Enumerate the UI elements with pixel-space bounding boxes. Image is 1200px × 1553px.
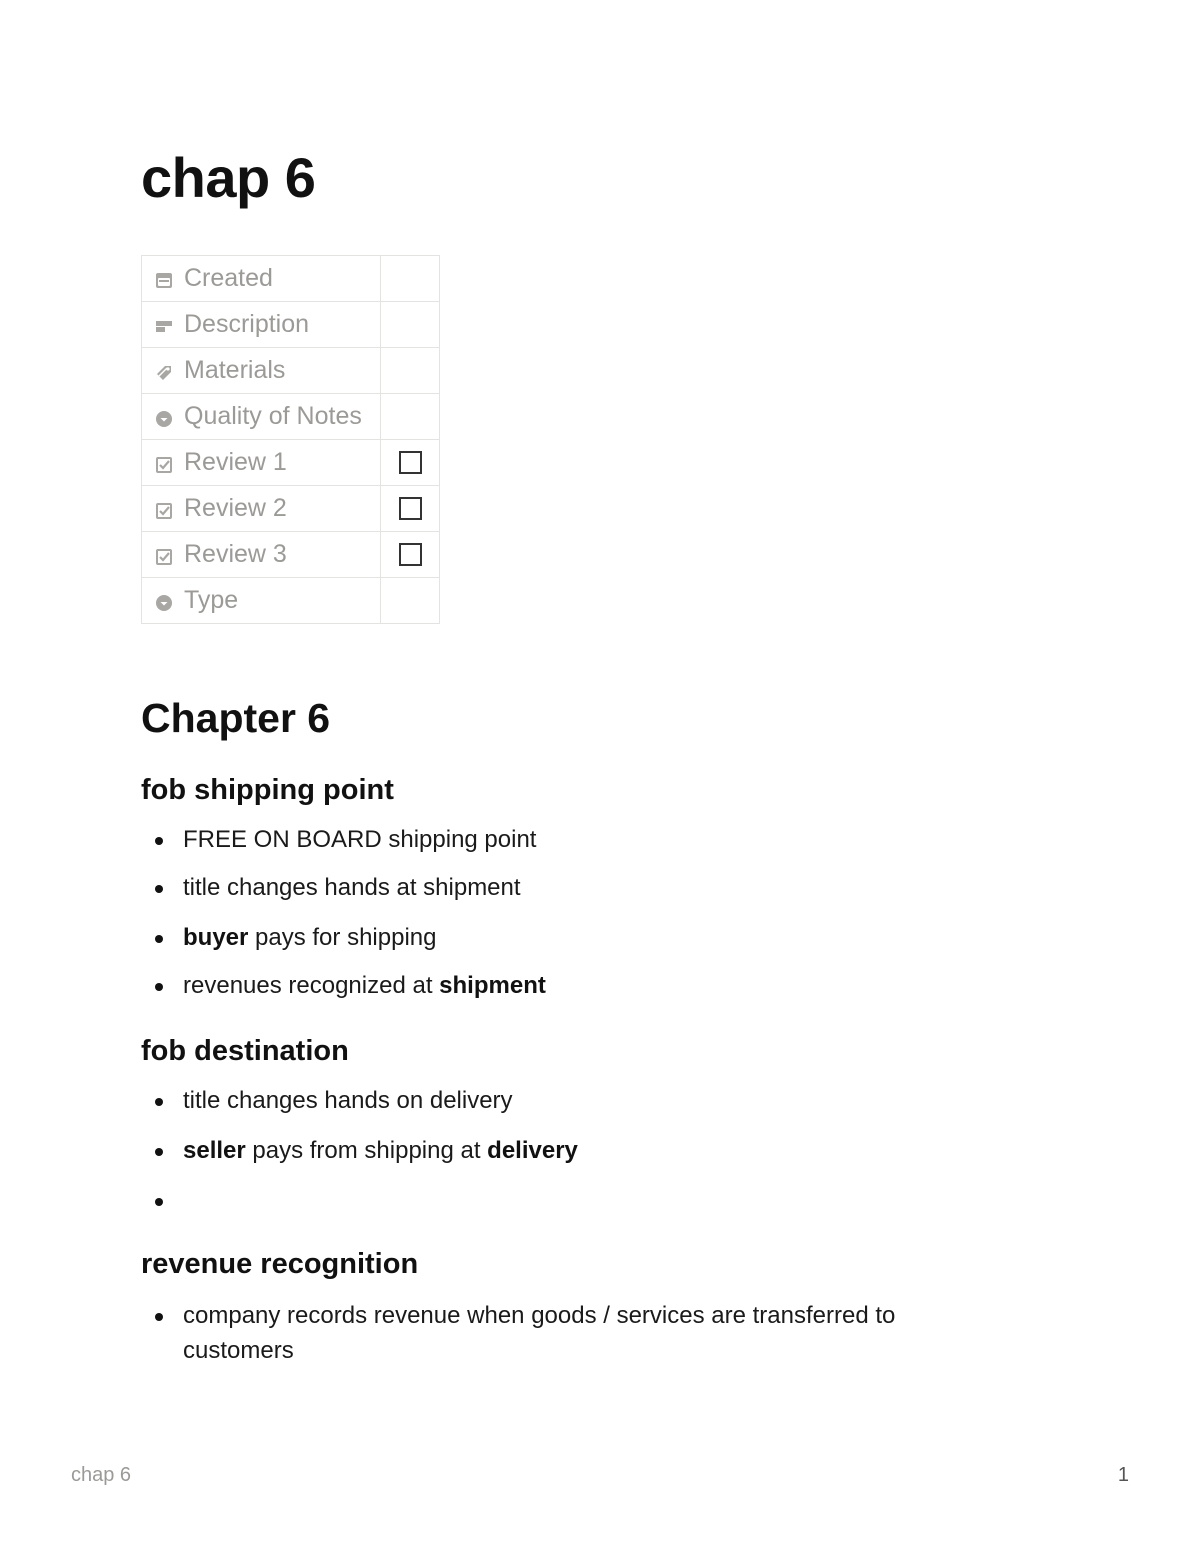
bullet-list-fob-destination <box>141 1083 1001 1218</box>
list-item: title changes hands on delivery <box>141 1083 1001 1118</box>
list-item-empty <box>141 1183 1001 1218</box>
footer-page-title: chap 6 <box>71 1464 132 1486</box>
property-label-description: Description <box>184 310 310 338</box>
list-item: company records revenue when goods / services are transferred to customers <box>141 1298 1001 1368</box>
tag-icon <box>154 362 174 382</box>
property-row-review-3 <box>142 532 440 578</box>
list-item: FREE ON BOARD shipping point <box>141 822 1001 857</box>
checkbox-icon <box>154 546 174 566</box>
property-label-review-1: Review 1 <box>184 448 287 476</box>
checkbox-icon <box>154 500 174 520</box>
bullet-list-revenue-recognition <box>141 1298 1001 1368</box>
select-icon <box>154 408 174 428</box>
bullet-list-fob-shipping-point <box>141 822 1001 1003</box>
property-value-materials[interactable] <box>381 348 440 394</box>
property-row-review-2 <box>142 486 440 532</box>
checkbox-icon <box>154 454 174 474</box>
review-3-checkbox[interactable] <box>399 543 422 566</box>
property-label-type: Type <box>184 586 239 614</box>
chapter-heading: Chapter 6 <box>141 695 331 741</box>
review-1-checkbox[interactable] <box>399 451 422 474</box>
property-value-type[interactable] <box>381 578 440 624</box>
property-row-review-1 <box>142 440 440 486</box>
section-heading-fob-destination: fob destination <box>141 1035 349 1067</box>
review-2-checkbox[interactable] <box>399 497 422 520</box>
property-value-created[interactable] <box>381 256 440 302</box>
section-heading-revenue-recognition: revenue recognition <box>141 1248 419 1280</box>
property-value-quality-of-notes[interactable] <box>381 394 440 440</box>
property-value-description[interactable] <box>381 302 440 348</box>
property-label-review-2: Review 2 <box>184 494 287 522</box>
property-row-type <box>142 578 440 624</box>
property-row-quality-of-notes <box>142 394 440 440</box>
list-item: buyer pays for shipping <box>141 920 1001 955</box>
list-item: revenues recognized at shipment <box>141 968 1001 1003</box>
calendar-icon <box>154 270 174 290</box>
select-icon <box>154 592 174 612</box>
list-item: title changes hands at shipment <box>141 870 1001 905</box>
property-label-created: Created <box>184 264 273 292</box>
properties-table <box>141 255 440 624</box>
text-lines-icon <box>154 316 174 336</box>
footer-page-number: 1 <box>1117 1464 1129 1486</box>
property-row-created <box>142 256 440 302</box>
property-label-review-3: Review 3 <box>184 540 287 568</box>
property-label-materials: Materials <box>184 356 286 384</box>
property-row-description <box>142 302 440 348</box>
list-item: seller pays from shipping at delivery <box>141 1133 1001 1168</box>
property-label-quality-of-notes: Quality of Notes <box>184 402 362 430</box>
page-title: chap 6 <box>141 146 316 209</box>
section-heading-fob-shipping-point: fob shipping point <box>141 774 394 806</box>
property-row-materials <box>142 348 440 394</box>
